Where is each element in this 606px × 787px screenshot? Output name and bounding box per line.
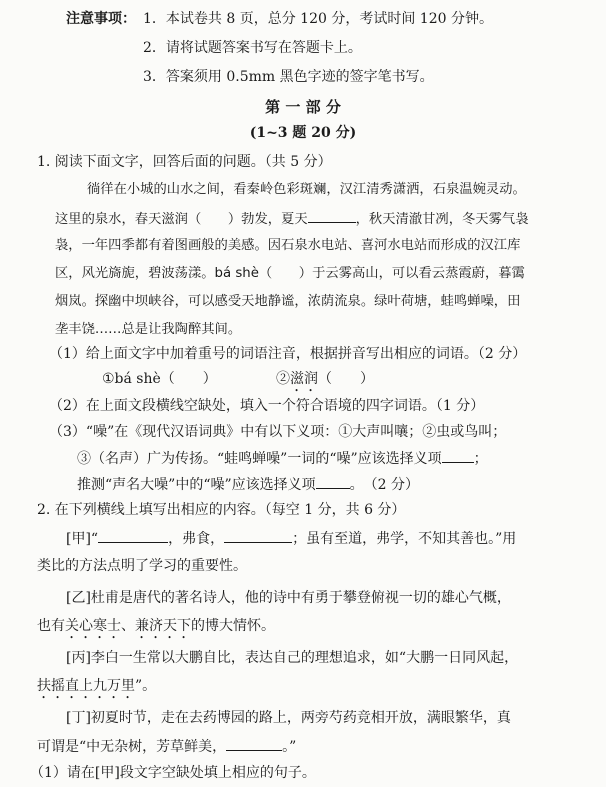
q1-passage-line-1: 徜徉在小城的山水之间，看秦岭色彩斑斓，汉江清秀潇洒，石泉温婉灵动。: [87, 182, 526, 197]
q2-yi-line-1: [乙]杜甫是唐代的著名诗人，他的诗中有勇于攀登俯视一切的雄心气概，: [66, 590, 511, 606]
notice-item-3: 3．答案须用 0.5mm 黑色字迹的签字笔书写。: [143, 69, 434, 85]
q1-sub3-blank-1[interactable]: [442, 448, 474, 463]
q1-stem: 1. 阅读下面文字，回答后面的问题。（共 5 分）: [37, 154, 332, 170]
q2-yi-line-2: 也有关心寒士、兼济天下的博大情怀。: [37, 618, 275, 634]
q1-blank-four-char[interactable]: [308, 208, 356, 223]
q2-ding-blank[interactable]: [226, 736, 282, 751]
q2-jia-blank-1[interactable]: [98, 528, 168, 543]
q2-ding-line-2: 可谓是“中无杂树，芳草鲜美， 。”: [37, 736, 296, 757]
q1-sub3-line-1: （3）“噪”在《现代汉语词典》中有以下义项：①大声叫嚷；②虫或鸟叫；: [49, 424, 507, 440]
notice-item-2: 2．请将试题答案书写在答题卡上。: [143, 40, 362, 56]
q2-stem: 2. 在下列横线上填写出相应的内容。（每空 1 分，共 6 分）: [37, 502, 406, 518]
q1-passage-line-2: 这里的泉水，春天滋润（ ）勃发，夏天 ，秋天清澈甘冽，冬天雾气袅: [55, 208, 529, 230]
q2-sub1: （1）请在[甲]段文字空缺处填上相应的句子。: [30, 765, 316, 781]
q1-sub3-line-3: 推测“声名大噪”中的“噪”应该选择义项 。 （2 分）: [77, 474, 419, 495]
q1-passage-line-4: 区，风光旖旎，碧波荡漾。bá shè（ ）于云雾高山，可以看云蒸霞蔚，暮霭: [55, 266, 525, 281]
q1-sub3-line-2: ③（名声）广为传扬。“蛙鸣蝉噪”一词的“噪”应该选择义项 ；: [77, 448, 488, 469]
q1-sub1: （1）给上面文字中加着重号的词语注音，根据拼音写出相应的词语。（2 分）: [49, 346, 527, 362]
q1-passage-line-3: 袅，一年四季都有着图画般的美感。因石泉水电站、喜河水电站而形成的汉江库: [55, 238, 521, 253]
q2-bing-line-1: [丙]李白一生常以大鹏自比，表达自己的理想追求，如“大鹏一日同风起，: [66, 650, 519, 666]
q2-bing-line-2: 扶摇直上九万里”。: [37, 678, 157, 694]
notice-item-1: 1．本试卷共 8 页，总分 120 分，考试时间 120 分钟。: [143, 11, 493, 27]
q1-sub1-b: ②滋润（ ）: [276, 371, 374, 387]
q1-sub3-blank-2[interactable]: [316, 474, 350, 489]
q1-sub1-a: ①bá shè（ ）: [102, 371, 217, 387]
q1-sub2: （2）在上面文段横线空缺处，填入一个符合语境的四字词语。（1 分）: [49, 398, 485, 414]
q2-jia-blank-2[interactable]: [224, 528, 292, 543]
q2-jia-line-1: [甲]“ ，弗食， ；虽有至道，弗学，不知其善也。”用: [66, 528, 516, 549]
part-title: 第 一 部 分: [265, 98, 341, 116]
q1-passage-line-5: 烟岚。探幽中坝峡谷，可以感受天地静谧，浓荫流泉。绿叶荷塘，蛙鸣蝉噪，田: [55, 294, 521, 309]
notice-label: 注意事项：: [66, 11, 136, 27]
q2-ding-line-1: [丁]初夏时节，走在去药博园的路上，两旁芍药竞相开放，满眼繁华，真: [66, 710, 511, 726]
q1-passage-line-6: 垄丰饶……总是让我陶醉其间。: [55, 322, 242, 337]
part-subtitle: (1~3 题 20 分): [249, 125, 357, 141]
q2-jia-line-2: 类比的方法点明了学习的重要性。: [37, 558, 247, 574]
